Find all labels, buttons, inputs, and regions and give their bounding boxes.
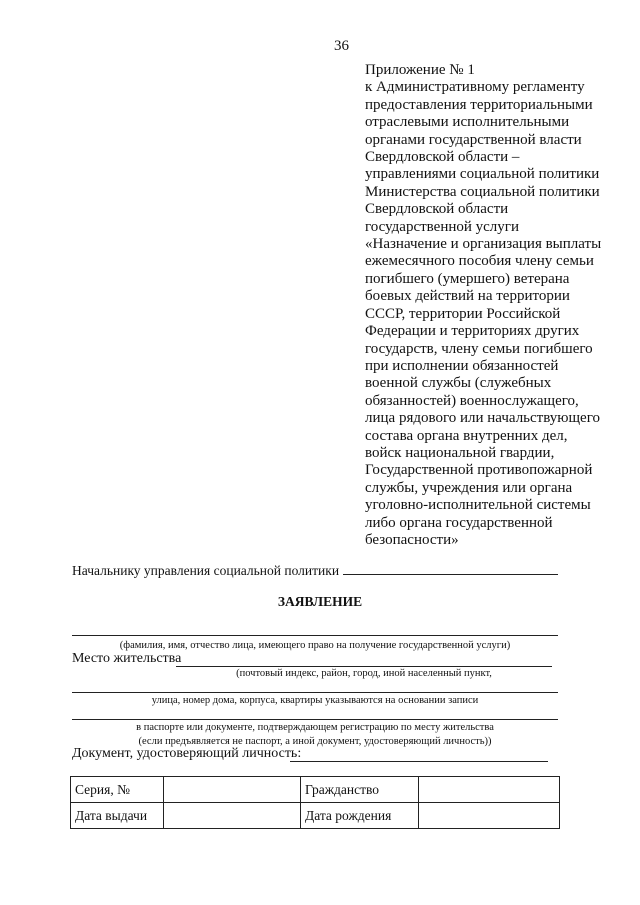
addressee-field[interactable] [343,573,558,575]
postal-caption: (почтовый индекс, район, город, иной населенный пункт, [236,668,492,679]
appendix-line: войск национальной гвардии, [365,444,555,461]
appendix-line: к Административному регламенту [365,79,585,96]
appendix-line: СССР, территории Российской [365,305,561,322]
appendix-line: Свердловской области – [365,149,520,166]
appendix-line: при исполнении обязанностей [365,357,559,374]
appendix-line: погибшего (умершего) ветерана [365,270,570,287]
issue-date-label: Дата выдачи [71,803,164,829]
residence-field-2[interactable] [72,692,558,693]
appendix-line: государственной услуги [365,218,519,235]
table-row [71,803,560,829]
appendix-line: отраслевыми исполнительными [365,114,570,131]
street-caption: улица, номер дома, корпуса, квартиры указываются на основании записи [151,695,479,706]
fio-field[interactable] [72,635,558,636]
appendix-line: обязанностей) военнослужащего, [365,392,579,409]
table-row [71,777,560,803]
appendix-header [365,62,627,549]
addressee-label: Начальнику управления социальной политики [72,563,340,578]
citizenship-value[interactable] [419,777,560,803]
document-title: ЗАЯВЛЕНИЕ [277,594,363,609]
residence-label: Место жительства [72,651,182,666]
passport-caption-2: (если предъявляется не паспорт, а иной документ, удостоверяющий личность)) [138,736,492,747]
addressee-line [72,563,558,579]
series-value[interactable] [164,777,301,803]
citizenship-label: Гражданство [301,777,419,803]
appendix-line: состава органа внутренних дел, [365,427,568,444]
identity-table [70,776,560,829]
appendix-line: ежемесячного пособия члену семьи [365,253,594,270]
fio-caption: (фамилия, имя, отчество лица, имеющего право на получение государственной услуги) [119,640,511,651]
appendix-line: службы, учреждения или органа [365,479,573,496]
appendix-line: Государственной противопожарной [365,462,593,479]
issue-date-value[interactable] [164,803,301,829]
identity-field[interactable] [290,761,548,762]
appendix-line: «Назначение и организация выплаты [365,236,602,253]
birth-date-value[interactable] [419,803,560,829]
appendix-line: Министерства социальной политики [365,183,600,200]
appendix-line: управлениями социальной политики [365,166,600,183]
appendix-line: боевых действий на территории [365,288,570,305]
appendix-line: либо органа государственной [365,514,553,531]
appendix-line: военной службы (служебных [365,375,552,392]
appendix-line: лица рядового или начальствующего [365,410,600,427]
page-number: 36 [334,38,349,54]
identity-label: Документ, удостоверяющий личность: [72,746,302,761]
passport-caption: в паспорте или документе, подтверждающем регистрацию по месту жительства [136,722,494,733]
appendix-line: предоставления территориальными [365,96,593,113]
appendix-line: уголовно-исполнительной системы [365,497,591,514]
series-label: Серия, № [71,777,164,803]
appendix-line: Федерации и территориях других [365,323,580,340]
birth-date-label: Дата рождения [301,803,419,829]
appendix-line: государств, члену семьи погибшего [365,340,593,357]
appendix-line: безопасности» [365,531,459,548]
residence-field[interactable] [176,666,552,667]
residence-field-3[interactable] [72,719,558,720]
appendix-line: органами государственной власти [365,131,582,148]
appendix-line: Приложение № 1 [365,62,475,78]
appendix-line: Свердловской области [365,201,509,218]
